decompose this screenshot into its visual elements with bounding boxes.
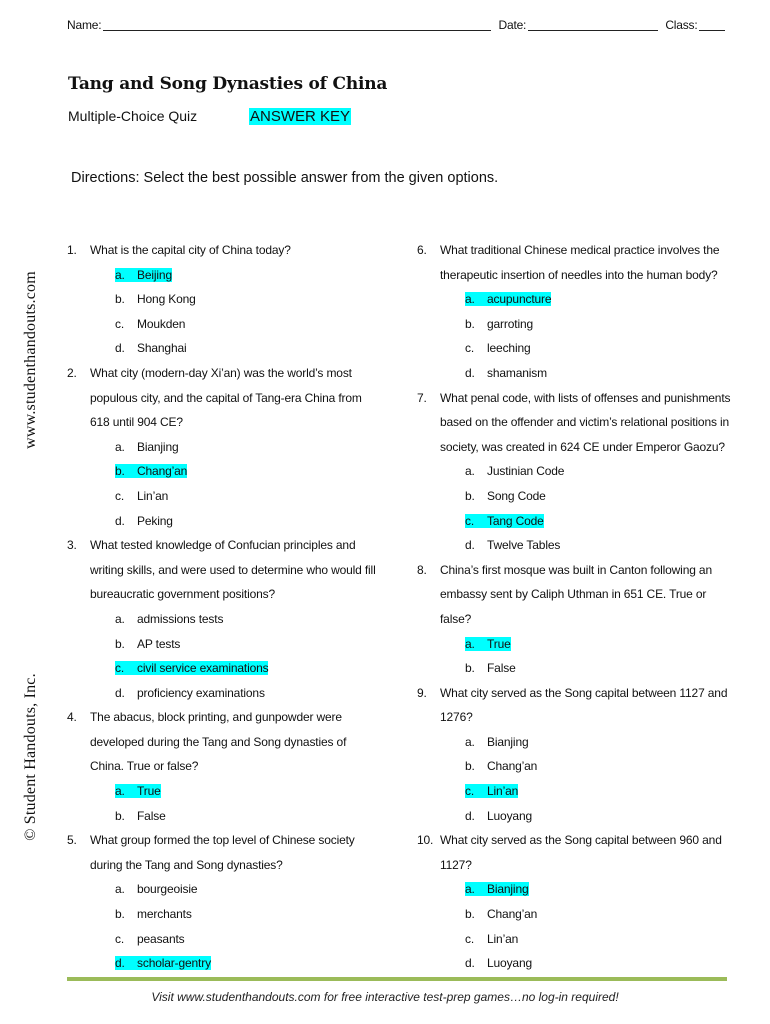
option-text: Bianjing [137,439,179,454]
answer-option[interactable] [67,879,387,904]
answer-option[interactable] [67,461,387,486]
question-line [67,388,387,413]
answer-option[interactable] [417,289,737,314]
question-text: What traditional Chinese medical practice involves the [440,243,720,257]
answer-option[interactable] [417,338,737,363]
question-line [67,535,387,560]
question-number: 2. [67,365,77,380]
question-9 [417,683,737,831]
option-text: civil service examinations [137,661,269,676]
answer-option[interactable] [67,634,387,659]
question-line [67,560,387,585]
name-label: Name: [67,18,102,32]
option-content [115,341,187,355]
option-letter: c. [115,488,125,503]
student-info-header [67,18,729,32]
name-field[interactable] [103,18,491,31]
answer-option[interactable] [417,732,737,757]
option-text: Shanghai [137,341,187,356]
correct-answer-highlight [465,637,511,651]
question-number: 3. [67,538,77,553]
question-text: false? [440,611,472,626]
option-content [115,514,173,528]
answer-option[interactable] [417,781,737,806]
option-letter: d. [465,956,475,971]
question-text: What is the capital city of China today? [90,243,291,257]
question-number: 7. [417,390,427,405]
question-line [417,830,737,855]
option-text: acupuncture [487,292,552,307]
question-text: What city served as the Song capital between 1127 and [440,685,728,700]
question-number: 8. [417,562,427,577]
option-text: Lin’an [137,488,169,503]
question-text: based on the offender and victim’s relational positions in [440,415,730,430]
answer-option[interactable] [67,609,387,634]
option-letter: c. [115,316,125,331]
question-line [417,240,737,265]
question-text: 1276? [440,710,473,725]
question-line [67,412,387,437]
option-letter: b. [115,292,125,307]
option-content [465,489,546,503]
option-letter: b. [115,464,125,479]
answer-option[interactable] [67,806,387,831]
questions-left-column [67,240,387,978]
page-subtitle: Multiple-Choice Quiz [68,108,198,124]
answer-option[interactable] [417,363,737,388]
footer-text: Visit www.studenthandouts.com for free interactive test-prep games…no log-in required! [151,990,619,1004]
option-letter: a. [465,464,475,479]
answer-option[interactable] [417,486,737,511]
option-text: scholar-gentry [137,956,211,971]
question-number: 5. [67,833,77,848]
option-letter: c. [465,784,475,799]
option-letter: d. [465,538,475,553]
answer-option[interactable] [67,511,387,536]
question-text: during the Tang and Song dynasties? [90,857,283,872]
option-content [465,759,537,773]
question-8 [417,560,737,683]
option-letter: b. [115,808,125,823]
question-number: 6. [417,243,427,257]
question-line [67,830,387,855]
option-content [115,907,192,921]
option-text: Lin’an [487,931,519,946]
answer-option[interactable] [67,929,387,954]
question-line [417,265,737,290]
option-content [115,489,168,503]
question-10 [417,830,737,978]
option-content [115,882,197,896]
class-label: Class: [665,18,698,32]
date-label: Date: [498,18,527,32]
option-letter: b. [115,907,125,922]
option-text: peasants [137,931,185,946]
option-text: True [137,784,161,799]
option-letter: c. [115,661,125,676]
correct-answer-highlight [115,464,187,478]
answer-option[interactable] [67,289,387,314]
answer-option[interactable] [417,658,737,683]
option-content [465,464,564,478]
question-7 [417,388,737,560]
question-text: What group formed the top level of Chinese society [90,833,355,848]
option-letter: c. [115,931,125,946]
question-number: 10. [417,833,434,848]
option-text: Chang’an [487,759,538,774]
question-line [417,412,737,437]
option-text: False [487,661,516,676]
answer-option[interactable] [67,904,387,929]
option-letter: a. [465,882,475,897]
option-text: Chang’an [137,464,188,479]
correct-answer-highlight [115,268,172,282]
question-3 [67,535,387,707]
question-line [67,707,387,732]
question-line [67,240,387,265]
option-letter: a. [115,611,125,626]
answer-option[interactable] [417,904,737,929]
answer-option[interactable] [417,314,737,339]
option-letter: b. [465,907,475,922]
date-field[interactable] [528,18,658,31]
option-text: True [487,636,511,651]
side-website-label: www.studenthandouts.com [22,271,39,449]
question-number: 4. [67,710,77,725]
question-text: What city served as the Song capital between 960 and [440,833,722,848]
option-letter: d. [115,685,125,700]
option-content [115,932,185,946]
answer-option[interactable] [67,314,387,339]
option-content [115,637,180,651]
answer-option[interactable] [67,265,387,290]
question-text: society, was created in 624 CE under Emperor Gaozu? [440,439,725,454]
option-text: Luoyang [487,808,532,823]
option-letter: d. [115,956,125,971]
answer-option[interactable] [417,535,737,560]
option-text: Bianjing [487,734,529,749]
directions-text: Directions: Select the best possible answer from the given options. [71,170,499,186]
option-letter: c. [465,931,475,946]
answer-option[interactable] [417,879,737,904]
option-content [465,538,560,552]
option-letter: b. [465,488,475,503]
question-line [67,584,387,609]
correct-answer-highlight [465,882,529,896]
question-line [417,437,737,462]
question-5 [67,830,387,978]
option-content [115,612,223,626]
answer-option[interactable] [417,461,737,486]
question-text: China. True or false? [90,759,199,774]
question-line [417,855,737,880]
option-text: Moukden [137,316,186,331]
question-6 [417,240,737,388]
option-letter: a. [115,882,125,897]
question-text: writing skills, and were used to determine who would fill [90,562,376,577]
answer-option[interactable] [417,806,737,831]
option-text: shamanism [487,365,548,380]
question-number: 9. [417,685,427,700]
option-text: Justinian Code [487,464,565,479]
answer-option[interactable] [67,338,387,363]
option-text: Song Code [487,488,546,503]
option-content [465,366,547,380]
option-content [115,686,265,700]
option-text: bourgeoisie [137,882,198,897]
question-2 [67,363,387,535]
answer-option[interactable] [67,683,387,708]
answer-option[interactable] [417,511,737,536]
question-text: 1127? [440,857,472,872]
class-field[interactable] [699,18,725,31]
side-copyright-label: © Student Handouts, Inc. [22,673,39,841]
question-1 [67,240,387,363]
question-text: The abacus, block printing, and gunpowder were [90,710,342,725]
option-content [465,341,531,355]
option-letter: c. [465,513,475,528]
correct-answer-highlight [465,784,518,798]
option-letter: a. [465,734,475,749]
option-content [115,292,196,306]
correct-answer-highlight [465,514,544,528]
option-content [465,956,532,970]
question-text: therapeutic insertion of needles into the human body? [440,267,718,282]
option-text: Beijing [137,267,172,282]
question-text: embassy sent by Caliph Uthman in 651 CE. True or [440,587,707,602]
option-letter: a. [465,636,475,651]
question-text: China’s first mosque was built in Canton following an [440,562,712,577]
question-line [67,363,387,388]
option-text: admissions tests [137,611,224,626]
question-text: 618 until 904 CE? [90,415,183,430]
option-content [465,809,532,823]
question-line [67,855,387,880]
option-text: AP tests [137,636,181,651]
question-line [67,732,387,757]
option-content [115,440,179,454]
option-text: merchants [137,907,192,922]
answer-option[interactable] [417,929,737,954]
answer-option[interactable] [417,756,737,781]
answer-option[interactable] [67,953,387,978]
option-content [115,809,166,823]
question-text: What city (modern-day Xi’an) was the world’s most [90,365,352,380]
option-letter: a. [115,784,125,799]
correct-answer-highlight [115,784,161,798]
option-text: proficiency examinations [137,685,265,700]
option-text: Bianjing [487,882,529,897]
option-letter: d. [115,513,125,528]
option-text: False [137,808,166,823]
answer-option[interactable] [67,658,387,683]
option-letter: d. [115,341,125,356]
option-letter: a. [465,292,475,307]
option-content [465,932,518,946]
question-number: 1. [67,243,77,257]
option-letter: a. [115,267,125,282]
option-text: leeching [487,341,531,356]
answer-option[interactable] [67,781,387,806]
question-text: populous city, and the capital of Tang-era China from [90,390,362,405]
option-letter: b. [115,636,125,651]
option-content [115,317,185,331]
option-letter: d. [465,365,475,380]
option-text: Chang’an [487,907,538,922]
option-letter: d. [465,808,475,823]
footer-divider [67,977,727,981]
option-text: Hong Kong [137,292,196,307]
question-4 [67,707,387,830]
question-text: What tested knowledge of Confucian principles and [90,538,356,553]
answer-option[interactable] [67,437,387,462]
correct-answer-highlight [115,956,211,970]
question-line [417,584,737,609]
option-text: Luoyang [487,956,532,971]
option-text: Twelve Tables [487,538,561,553]
answer-key-label: ANSWER KEY [250,108,351,125]
question-text: bureaucratic government positions? [90,587,276,602]
option-letter: a. [115,439,125,454]
option-letter: b. [465,316,475,331]
option-text: Lin’an [487,784,519,799]
question-line [67,756,387,781]
question-line [417,609,737,634]
question-text: What penal code, with lists of offenses and punishments [440,390,731,405]
option-text: Peking [137,513,173,528]
answer-option[interactable] [67,486,387,511]
question-line [417,707,737,732]
answer-option[interactable] [417,634,737,659]
answer-option[interactable] [417,953,737,978]
option-content [465,317,533,331]
option-text: Tang Code [487,513,544,528]
question-line [417,683,737,708]
option-letter: b. [465,661,475,676]
option-content [465,907,537,921]
option-content [465,735,529,749]
correct-answer-highlight [115,661,268,675]
option-text: garroting [487,316,534,331]
correct-answer-highlight [465,292,551,306]
question-line [417,560,737,585]
questions-right-column [417,240,737,978]
question-line [417,388,737,413]
page-title: Tang and Song Dynasties of China [68,74,388,94]
option-content [465,661,516,675]
option-letter: c. [465,341,475,356]
option-letter: b. [465,759,475,774]
question-text: developed during the Tang and Song dynasties of [90,734,347,749]
